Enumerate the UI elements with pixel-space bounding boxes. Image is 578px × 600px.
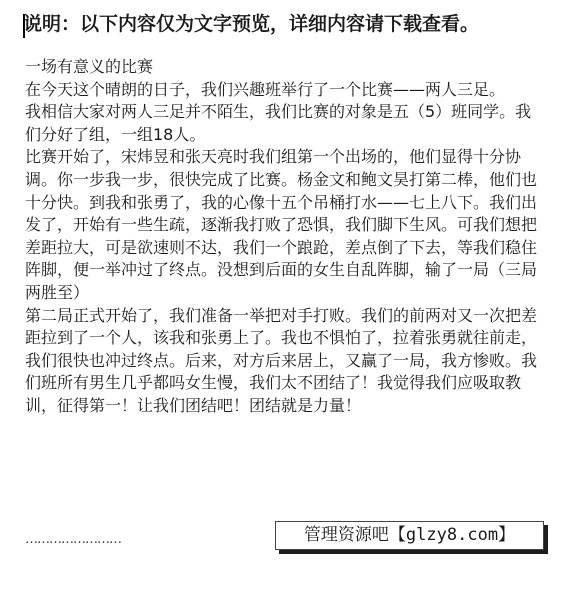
article-paragraph: 比赛开始了，宋炜昱和张天亮时我们组第一个出场的，他们显得十分协调。你一步我一步，很快完成了比赛。杨金文和鲍文昊打第二棒，他们也十分快。到我和张勇了，我的心像十五个吊桶打水——七上八下。我们出发了，开始有一些生疏，逐渐我打败了恐惧，我们脚下生风。可我们想把差距拉大，可是欲速则不达，我们一个踉跄，差点倒了下去，等我们稳住阵脚，便一举冲过了终点。没想到后面的女生自乱阵脚，输了一局（三局两胜至） (25, 147, 538, 302)
article-paragraph: 在今天这个晴朗的日子，我们兴趣班举行了一个比赛——两人三足。 (25, 79, 506, 99)
article-paragraph: 第二局正式开始了，我们准备一举把对手打败。我们的前两对又一次把差距拉到了一个人，该我和张勇上了。我也不惧怕了，拉着张勇就往前走，我们很快也冲过终点。后来，对方后来居上，又赢了一局，我方惨败。我们班所有男生几乎都吗女生慢，我们太不团结了！我觉得我们应吸取教训，征得第一！让我们团结吧！团结就是力量！ (25, 305, 538, 415)
article-ellipsis: …………………… (25, 532, 121, 547)
site-watermark: 管理资源吧【glzy8.com】 (275, 521, 544, 550)
article-body (25, 56, 545, 418)
article-paragraph: 我相信大家对两人三足并不陌生，我们比赛的对象是五（5）班同学。我们分好了组，一组18人。 (25, 102, 532, 144)
article-title: 一场有意义的比赛 (25, 57, 154, 76)
preview-notice: 说明：以下内容仅为文字预览，详细内容请下载查看。 (23, 13, 480, 35)
